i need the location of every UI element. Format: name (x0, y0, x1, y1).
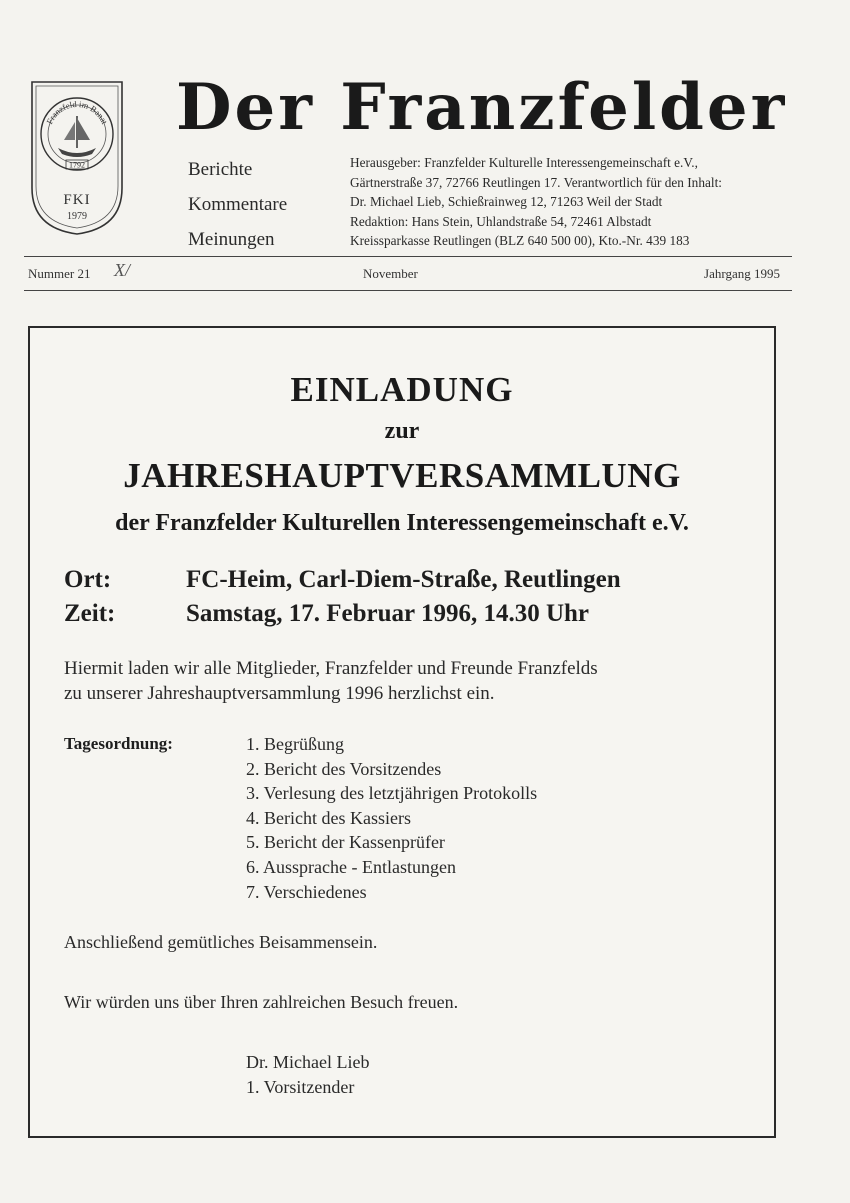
section-berichte: Berichte (188, 159, 253, 180)
signer-name: Dr. Michael Lieb (246, 1052, 370, 1072)
agenda-list (246, 732, 537, 904)
agenda-item: 2. Bericht des Vorsitzendes (246, 758, 442, 779)
closing-note: Anschließend gemütliches Beisammensein. (64, 932, 378, 952)
section-kommentare: Kommentare (188, 194, 288, 215)
issue-bar (28, 262, 792, 284)
issue-number: Nummer 21 (28, 266, 91, 281)
divider (24, 290, 792, 291)
crest-year-founded: 1792 (69, 160, 85, 170)
agenda-item: 5. Bericht der Kassenprüfer (246, 832, 445, 853)
crest-initials: FKI (63, 192, 91, 208)
signer-role: 1. Vorsitzender (246, 1077, 355, 1097)
invite-line: zu unserer Jahreshauptversammlung 1996 herzlichst ein. (64, 683, 495, 704)
invitation-box (28, 326, 776, 1138)
event-title: JAHRESHAUPTVERSAMMLUNG (123, 456, 681, 495)
attendance-request: Wir würden uns über Ihren zahlreichen Besuch freuen. (64, 992, 459, 1012)
issue-year: Jahrgang 1995 (704, 266, 780, 281)
divider (24, 256, 792, 257)
publisher-line: Redaktion: Hans Stein, Uhlandstraße 54, 72461 Albstadt (350, 213, 652, 229)
place-value: FC-Heim, Carl-Diem-Straße, Reutlingen (186, 566, 621, 593)
time-value: Samstag, 17. Februar 1996, 14.30 Uhr (186, 600, 590, 627)
section-meinungen: Meinungen (188, 229, 275, 250)
newspaper-title: Der Franzfelder (176, 70, 788, 145)
agenda-item: 1. Begrüßung (246, 734, 344, 754)
agenda-item: 7. Verschiedenes (246, 881, 367, 902)
club-crest (28, 78, 126, 238)
invite-line: Hiermit laden wir alle Mitglieder, Franzfelder und Freunde Franzfelds (64, 658, 598, 679)
place-label: Ort: (64, 566, 112, 593)
signature-block (246, 1050, 369, 1100)
invitation-heading: EINLADUNG (290, 370, 514, 409)
publisher-info (350, 153, 800, 251)
agenda-item: 6. Aussprache - Entlastungen (246, 856, 456, 877)
invitation-connector: zur (384, 418, 420, 444)
crest-ship-icon (28, 78, 126, 238)
invite-text (64, 656, 744, 706)
crest-year-club: 1979 (67, 211, 87, 222)
publisher-line: Herausgeber: Franzfelder Kulturelle Interessengemeinschaft e.V., (350, 155, 698, 170)
publisher-line: Gärtnerstraße 37, 72766 Reutlingen 17. Verantwortlich für den Inhalt: (350, 174, 722, 190)
agenda-item: 4. Bericht des Kassiers (246, 807, 411, 828)
crest-arc-text: Franzfeld im Banat (44, 98, 110, 126)
publisher-line: Kreissparkasse Reutlingen (BLZ 640 500 00), Kto.-Nr. 439 183 (350, 233, 690, 248)
agenda-item: 3. Verlesung des letztjährigen Protokolls (246, 783, 538, 804)
agenda-label: Tagesordnung: (64, 734, 173, 753)
publisher-line: Dr. Michael Lieb, Schießrainweg 12, 71263 Weil der Stadt (350, 194, 663, 209)
issue-month: November (363, 266, 418, 281)
organisation-name: der Franzfelder Kulturellen Interessengemeinschaft e.V. (115, 510, 689, 536)
handwritten-mark: X/ (114, 260, 130, 280)
section-list (188, 152, 338, 257)
time-label: Zeit: (64, 600, 116, 627)
